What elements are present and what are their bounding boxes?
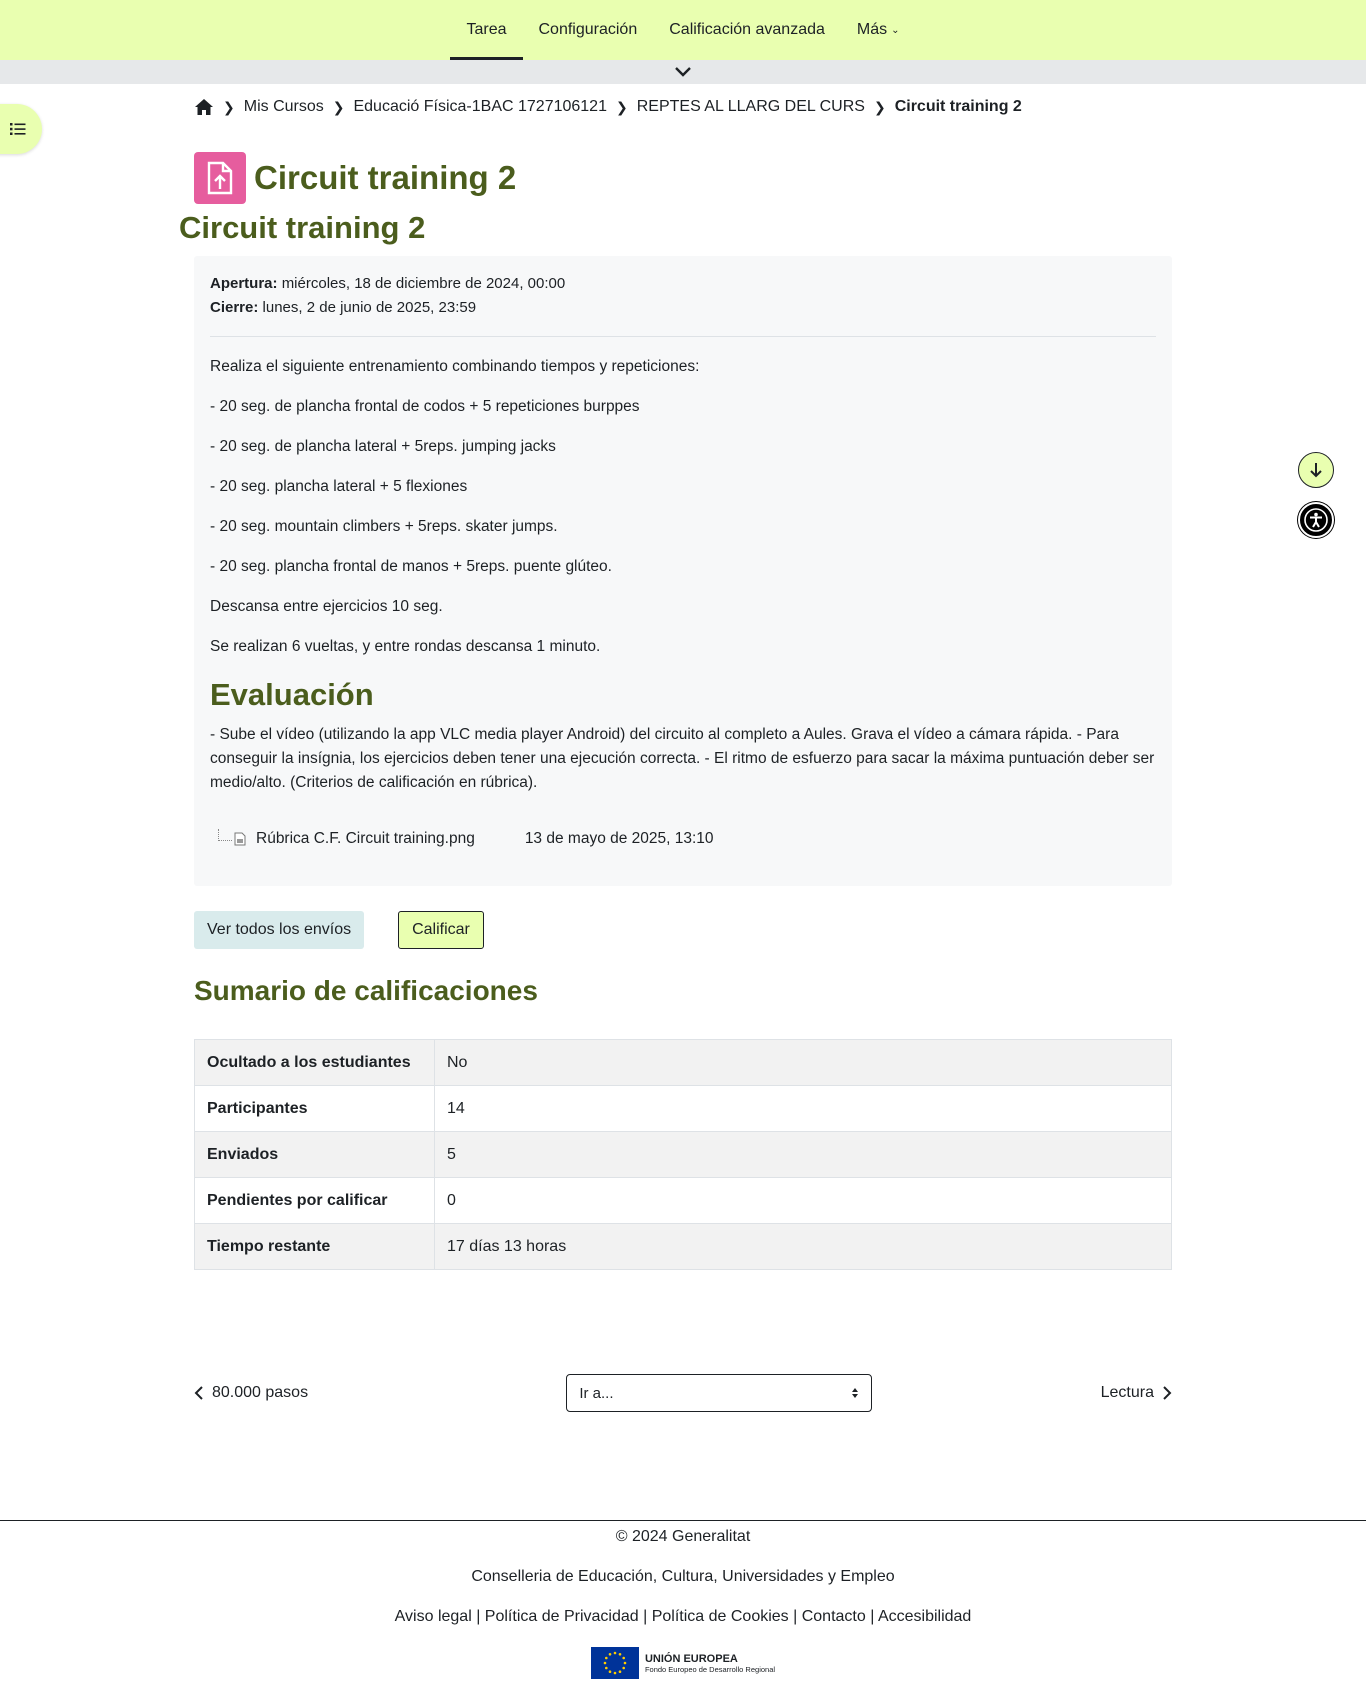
header-collapse-toggle[interactable] — [0, 60, 1366, 84]
summary-label: Enviados — [195, 1132, 435, 1178]
tab-label: Configuración — [538, 21, 638, 38]
summary-value: 0 — [435, 1178, 1172, 1224]
tab-label: Tarea — [466, 21, 507, 38]
intro-paragraph: - 20 seg. de plancha frontal de codos + 5 repeticiones burppes — [210, 398, 640, 415]
tab-calificacion-avanzada[interactable] — [653, 0, 841, 60]
intro-paragraph: - 20 seg. mountain climbers + 5reps. skater jumps. — [210, 518, 558, 535]
grade-button[interactable]: Calificar — [398, 911, 484, 949]
previous-activity-label: 80.000 pasos — [212, 1384, 309, 1401]
footer-link-cookies[interactable]: Política de Cookies — [651, 1608, 789, 1625]
secondary-navigation — [0, 0, 1366, 60]
intro-paragraph: Descansa entre ejercicios 10 seg. — [210, 598, 443, 615]
breadcrumb-item-section[interactable]: REPTES AL LLARG DEL CURS — [636, 98, 865, 115]
jump-to-select[interactable] — [566, 1374, 872, 1412]
table-row — [195, 1132, 1172, 1178]
select-arrows-icon — [851, 1387, 859, 1399]
footer-org: Conselleria de Educación, Cultura, Universidades y Empleo — [471, 1568, 895, 1585]
jump-to-value: Ir a... — [579, 1384, 614, 1402]
activity-dates — [210, 272, 1156, 320]
evaluation-text: - Sube el vídeo (utilizando la app VLC media player Android) del circuito al completo a Aules. Grava el vídeo a cámara rápida. - Para conseguir la insígnia, los ejercicios deben tener una ejecución correcta. - El ritmo de esfuerzo para sacar la máxima puntuación deber ser medio/alto. (Criterios de calificación en rúbrica). — [210, 726, 1155, 791]
eu-text — [645, 1653, 775, 1674]
activity-intro — [210, 357, 1156, 795]
previous-activity-link[interactable] — [194, 1384, 308, 1402]
intro-paragraph: - 20 seg. plancha frontal de manos + 5reps. puente glúteo. — [210, 558, 612, 575]
next-activity-label: Lectura — [1100, 1384, 1154, 1401]
intro-paragraph: - 20 seg. de plancha lateral + 5reps. jumping jacks — [210, 438, 556, 455]
breadcrumb-item-mis-cursos[interactable]: Mis Cursos — [243, 98, 324, 115]
summary-label: Participantes — [195, 1086, 435, 1132]
breadcrumb-item-current: Circuit training 2 — [894, 98, 1022, 115]
image-file-icon — [234, 832, 246, 846]
footer-link-aviso-legal[interactable]: Aviso legal — [394, 1608, 472, 1625]
summary-value: No — [435, 1040, 1172, 1086]
chevron-right-icon: ❯ — [615, 98, 628, 115]
assignment-icon — [194, 152, 246, 204]
breadcrumb-item-course[interactable]: Educació Física-1BAC 1727106121 — [353, 98, 607, 115]
next-activity-link[interactable] — [1101, 1384, 1172, 1402]
tab-label: Más — [856, 21, 888, 38]
summary-label: Tiempo restante — [195, 1224, 435, 1270]
table-row — [195, 1086, 1172, 1132]
chevron-right-icon: ❯ — [223, 98, 235, 115]
chevron-down-icon: ⌄ — [891, 24, 900, 36]
activity-navigation — [194, 1374, 1172, 1412]
chevron-right-icon — [1162, 1385, 1172, 1401]
attachment-link[interactable]: Rúbrica C.F. Circuit training.png — [256, 830, 475, 847]
close-date-value: lunes, 2 de junio de 2025, 23:59 — [262, 299, 477, 316]
grading-summary-table — [194, 1039, 1172, 1270]
summary-value: 14 — [435, 1086, 1172, 1132]
open-date-value: miércoles, 18 de diciembre de 2024, 00:00 — [281, 275, 566, 292]
open-date-label: Apertura: — [210, 275, 278, 292]
intro-paragraph: - 20 seg. plancha lateral + 5 flexiones — [210, 478, 468, 495]
footer-link-contacto[interactable]: Contacto — [801, 1608, 866, 1625]
activity-description — [194, 256, 1172, 886]
footer-link-accesibilidad[interactable]: Accesibilidad — [877, 1608, 972, 1625]
activity-name: Circuit training 2 — [179, 210, 426, 245]
chevron-right-icon: ❯ — [873, 98, 886, 115]
footer-link-privacidad[interactable]: Política de Privacidad — [484, 1608, 639, 1625]
view-all-submissions-button[interactable]: Ver todos los envíos — [194, 911, 364, 949]
attachment-row — [210, 829, 1156, 849]
page-title: Circuit training 2 — [254, 159, 517, 196]
table-row — [195, 1178, 1172, 1224]
chevron-left-icon — [194, 1385, 204, 1401]
close-date-label: Cierre: — [210, 299, 259, 316]
footer-copyright: © 2024 Generalitat — [615, 1528, 751, 1545]
close-date — [210, 296, 1156, 320]
footer — [0, 1520, 1366, 1679]
eu-title: UNIÓN EUROPEA — [644, 1652, 738, 1665]
eu-subtitle: Fondo Europeo de Desarrollo Regional — [644, 1664, 776, 1674]
chevron-down-icon — [674, 66, 692, 78]
evaluation-heading: Evaluación — [210, 677, 374, 712]
intro-paragraph: Se realizan 6 vueltas, y entre rondas descansa 1 minuto. — [210, 638, 601, 655]
summary-label: Pendientes por calificar — [195, 1178, 435, 1224]
table-row — [195, 1224, 1172, 1270]
home-icon[interactable] — [194, 98, 214, 116]
accessibility-button[interactable] — [1298, 502, 1334, 538]
divider — [210, 336, 1156, 337]
tab-mas[interactable] — [841, 0, 916, 60]
course-index-toggle[interactable] — [0, 104, 42, 154]
list-icon — [10, 122, 26, 136]
tab-label: Calificación avanzada — [669, 21, 825, 38]
tree-connector — [218, 829, 232, 841]
intro-paragraph: Realiza el siguiente entrenamiento combinando tiempos y repeticiones: — [210, 358, 700, 375]
summary-label: Ocultado a los estudiantes — [195, 1040, 435, 1086]
scroll-down-button[interactable] — [1298, 452, 1334, 488]
action-buttons — [194, 911, 484, 949]
open-date — [210, 272, 1156, 296]
eu-logo — [0, 1647, 1366, 1679]
tab-configuracion[interactable] — [523, 0, 654, 60]
summary-value: 5 — [435, 1132, 1172, 1178]
eu-flag-icon — [591, 1647, 639, 1679]
attachment-date: 13 de mayo de 2025, 13:10 — [524, 830, 714, 847]
footer-links: Aviso legal | Política de Privacidad | Política de Cookies | Contacto | Accesibilidad — [394, 1608, 972, 1625]
grading-summary-heading: Sumario de calificaciones — [194, 975, 538, 1006]
tab-tarea[interactable] — [450, 0, 522, 60]
chevron-right-icon: ❯ — [332, 98, 345, 115]
summary-value: 17 días 13 horas — [435, 1224, 1172, 1270]
arrow-down-icon — [1309, 462, 1323, 478]
table-row — [195, 1040, 1172, 1086]
accessibility-icon — [1303, 507, 1329, 533]
page-header — [194, 152, 516, 204]
breadcrumb — [194, 98, 1022, 116]
